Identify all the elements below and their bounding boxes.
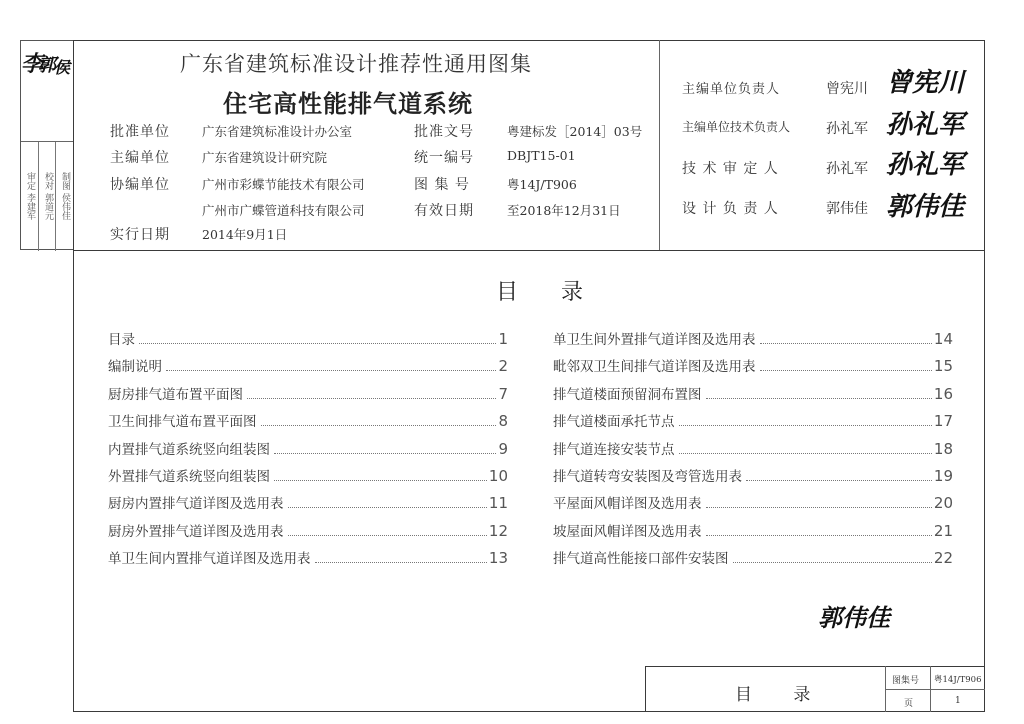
toc-entry[interactable]: 排气道楼面承托节点 17 [553, 412, 953, 431]
page-label: 页 [904, 699, 914, 709]
role-chief-unit: 主编单位负责人 [682, 82, 781, 97]
info-label-unified-no: 统一编号 [414, 150, 474, 166]
side-col-1: 审定 李建军 [25, 172, 35, 220]
effective-label: 实行日期 [110, 227, 170, 243]
info-value-coeditor-2: 广州市广蝶管道科技有限公司 [202, 203, 365, 218]
signature-tech-lead: 孙礼军 [886, 110, 965, 140]
toc-entry[interactable]: 毗邻双卫生间排气道详图及选用表 15 [553, 357, 953, 376]
info-value-approver: 广东省建筑标准设计办公室 [202, 124, 353, 139]
toc-left-column [108, 328, 508, 575]
info-label-approver: 批准单位 [110, 124, 170, 140]
info-label-atlas-no: 图 集 号 [414, 177, 470, 193]
toc-entry[interactable]: 内置排气道系统竖向组装图 9 [108, 439, 508, 458]
toc-entry[interactable]: 外置排气道系统竖向组装图 10 [108, 466, 508, 485]
side-signature-1: 李 [21, 51, 44, 77]
effective-date: 2014年9月1日 [202, 227, 288, 242]
side-approval-strip [20, 40, 73, 250]
toc-entry[interactable]: 单卫生间内置排气道详图及选用表 13 [108, 549, 508, 568]
toc-entry[interactable]: 排气道高性能接口部件安装图 22 [553, 549, 953, 568]
name-tech-review: 孙礼军 [826, 161, 868, 177]
toc-entry[interactable]: 单卫生间外置排气道详图及选用表 14 [553, 330, 953, 348]
info-value-valid: 至2018年12月31日 [507, 203, 621, 218]
role-design-lead: 设 计 负 责 人 [682, 201, 779, 217]
info-label-doc-no: 批准文号 [414, 124, 474, 140]
atlas-no-value: 粤14J/T906 [934, 675, 982, 685]
info-label-chief: 主编单位 [110, 150, 170, 166]
name-chief-unit: 曾宪川 [826, 81, 868, 97]
header-bottom-rule [73, 250, 985, 251]
atlas-title: 住宅高性能排气道系统 [223, 90, 473, 118]
info-value-chief: 广东省建筑设计研究院 [202, 150, 328, 165]
page-number: 1 [955, 696, 961, 706]
toc-entry[interactable]: 平屋面风帽详图及选用表 20 [553, 494, 953, 513]
toc-entry[interactable]: 坡屋面风帽详图及选用表 21 [553, 521, 953, 540]
info-value-atlas-no: 粤14J/T906 [507, 177, 577, 192]
collection-title: 广东省建筑标准设计推荐性通用图集 [180, 52, 532, 76]
toc-entry[interactable]: 目录 1 [108, 330, 508, 348]
info-label-valid: 有效日期 [414, 203, 474, 219]
toc-entry[interactable]: 厨房外置排气道详图及选用表 12 [108, 521, 508, 540]
info-value-coeditor: 广州市彩蝶节能技术有限公司 [202, 177, 365, 192]
side-col-3: 制图 侯伟佳 [55, 141, 73, 251]
name-design-lead: 郭伟佳 [826, 201, 868, 217]
toc-heading: 目 录 [496, 280, 601, 305]
toc-entry[interactable]: 厨房内置排气道详图及选用表 11 [108, 494, 508, 513]
title-block-name: 目 录 [735, 685, 829, 705]
toc-entry[interactable]: 排气道转弯安装图及弯管选用表 19 [553, 466, 953, 485]
toc-entry[interactable]: 厨房排气道布置平面图 7 [108, 384, 508, 403]
toc-entry[interactable]: 排气道楼面预留洞布置图 16 [553, 384, 953, 403]
info-value-doc-no: 粤建标发［2014］03号 [507, 124, 643, 139]
signature-chief-unit: 曾宪川 [886, 68, 965, 98]
role-tech-review: 技 术 审 定 人 [682, 161, 779, 177]
side-signature-2: 郭 [38, 55, 56, 76]
toc-entry[interactable]: 卫生间排气道布置平面图 8 [108, 412, 508, 431]
bottom-signature: 郭伟佳 [818, 603, 890, 632]
signature-tech-review: 孙礼军 [886, 150, 965, 180]
info-label-coeditor: 协编单位 [110, 177, 170, 193]
side-signature-3: 侯 [54, 58, 71, 77]
name-tech-lead: 孙礼军 [826, 121, 868, 137]
toc-right-column [553, 328, 953, 575]
signature-design-lead: 郭伟佳 [886, 192, 965, 222]
header-divider [659, 40, 660, 250]
toc-entry[interactable]: 编制说明 2 [108, 357, 508, 376]
side-col-2: 校对 郭道元 [38, 141, 56, 251]
role-tech-lead: 主编单位技术负责人 [682, 120, 791, 134]
info-value-unified-no: DBJT15-01 [507, 148, 576, 163]
toc-entry[interactable]: 排气道连接安装节点 18 [553, 439, 953, 458]
atlas-no-label: 图集号 [892, 676, 920, 686]
